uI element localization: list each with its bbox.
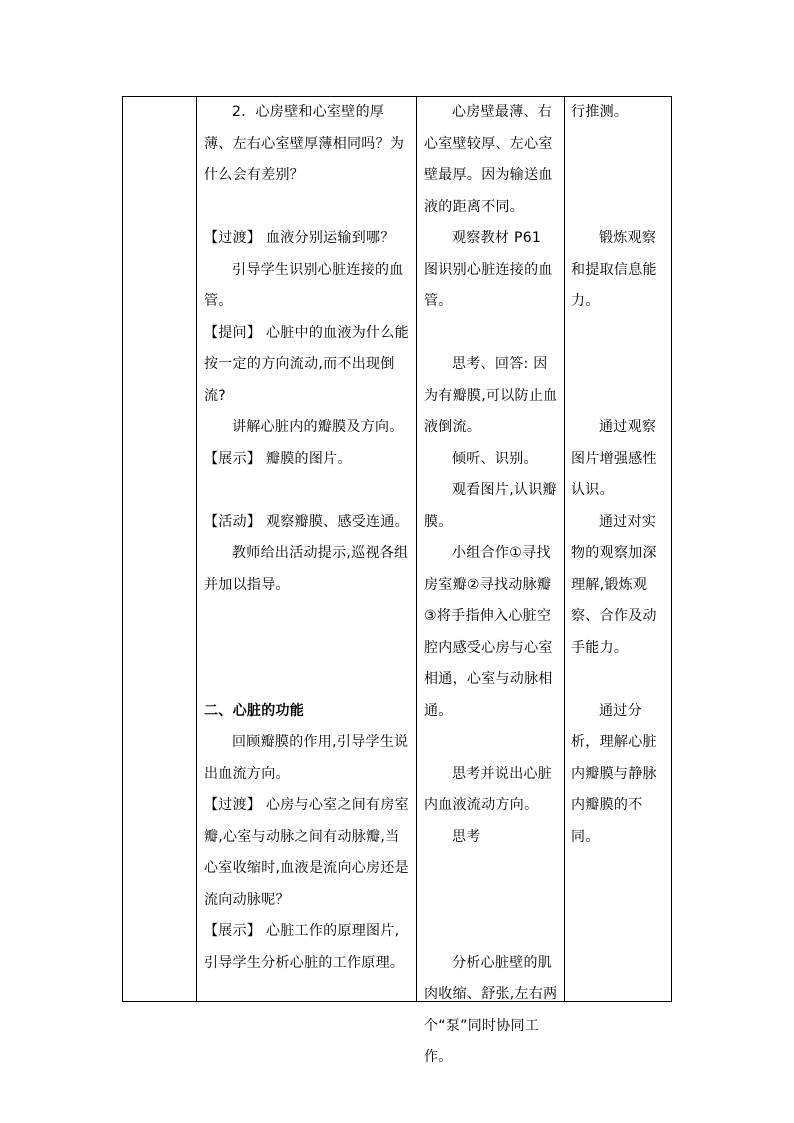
column-divider	[416, 97, 417, 1001]
teacher-paragraph: 教师给出活动提示,巡视各组并加以指导。	[204, 545, 409, 593]
spacer	[571, 318, 665, 381]
lesson-table	[122, 96, 672, 1065]
teacher-paragraph: 【活动】 观察瓣膜、感受连通。	[204, 513, 409, 530]
teacher-paragraph: 【过渡】 血液分别运输到哪？	[204, 230, 395, 246]
student-paragraph: 思考并说出心脏内血液流动方向。	[424, 765, 553, 813]
teacher-paragraph: 引导学生识别心脏连接的血管。	[204, 261, 404, 309]
stage-cell	[123, 97, 196, 1001]
teacher-paragraph: 【展示】 心脏工作的原理图片,引导学生分析心脏的工作原理。	[204, 923, 405, 971]
teacher-paragraph: 【过渡】 心房与心室之间有房室瓣,心室与动脉之间有动脉瓣,当心室收缩时,血液是流向心房还是流向动脉呢？	[204, 797, 409, 908]
student-paragraph: 分析心脏壁的肌肉收缩、舒张,左右两个“泵”同时协同工作。	[424, 954, 558, 1065]
student-paragraph: 思考、回答: 因为有瓣膜,可以防止血液倒流。	[424, 356, 558, 435]
spacer	[424, 727, 560, 759]
spacer	[204, 192, 411, 224]
student-activity-cell	[424, 97, 560, 1065]
student-paragraph: 心房壁最薄、右心室壁较厚、左心室壁最厚。因为输送血液的距离不同。	[424, 104, 553, 215]
teacher-paragraph: 回顾瓣膜的作用,引导学生说出血流方向。	[204, 734, 409, 782]
intent-paragraph: 行推测。	[571, 104, 629, 120]
student-paragraph: 思考	[452, 828, 481, 845]
spacer	[204, 475, 411, 507]
teacher-paragraph: 2．心房壁和心室壁的厚薄、左右心室壁厚薄相同吗？为什么会有差别？	[204, 104, 405, 183]
teacher-paragraph: 讲解心脏内的瓣膜及方向。	[232, 419, 404, 435]
student-paragraph: 观看图片,认识瓣膜。	[424, 482, 557, 530]
spacer	[424, 318, 560, 350]
intent-paragraph: 锻炼观察和提取信息能力。	[571, 230, 657, 309]
student-paragraph: 观察教材 P61 图识别心脏连接的血管。	[424, 230, 553, 309]
spacer	[204, 664, 411, 696]
spacer	[424, 853, 560, 916]
teacher-paragraph: 二、心脏的功能	[204, 702, 305, 719]
spacer	[571, 664, 665, 696]
teacher-activity-cell	[204, 97, 411, 1001]
teacher-paragraph: 【展示】 瓣膜的图片。	[204, 450, 352, 467]
intent-paragraph: 通过观察图片增强感性认识。	[571, 419, 657, 498]
spacer	[424, 916, 560, 948]
student-paragraph: 倾听、识别。	[452, 450, 538, 467]
student-paragraph: 小组合作①寻找房室瓣②寻找动脉瓣③将手指伸入心脏空腔内感受心房与心室相通，心室与动脉相通。	[424, 545, 553, 719]
spacer	[204, 601, 411, 664]
teacher-paragraph: 【提问】 心脏中的血液为什么能按一定的方向流动,而不出现倒流?	[204, 324, 409, 404]
spacer	[571, 381, 665, 413]
column-divider	[564, 97, 565, 1001]
design-intent-cell	[571, 97, 665, 1001]
spacer	[571, 192, 665, 224]
spacer	[571, 129, 665, 192]
intent-paragraph: 通过分析，理解心脏内瓣膜与静脉内瓣膜的不同。	[571, 702, 657, 845]
intent-paragraph: 通过对实物的观察加深理解,锻炼观察、合作及动手能力。	[571, 513, 657, 656]
column-divider	[196, 97, 197, 1001]
